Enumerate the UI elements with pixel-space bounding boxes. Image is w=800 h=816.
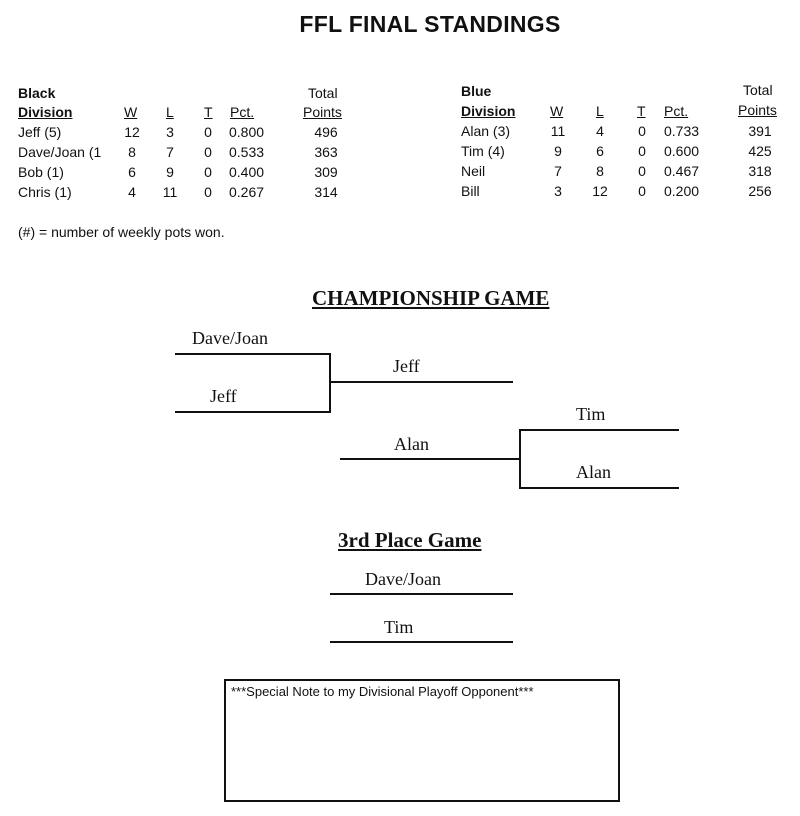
- semi2-winner-team: Alan: [394, 434, 429, 454]
- black-row-4-pct: 0.267: [229, 184, 265, 200]
- third-place-team-2: Tim: [384, 617, 414, 637]
- black-row-3-w: 6: [128, 164, 136, 180]
- blue-row-4-name: Bill: [461, 183, 480, 199]
- black-row-2-name: Dave/Joan (1: [18, 144, 102, 160]
- black-row-2-w: 8: [128, 144, 136, 160]
- third-place-line-2: [330, 641, 513, 643]
- black-division-label-line1: Black: [18, 85, 56, 101]
- blue-col-header-t: T: [637, 103, 646, 119]
- black-row-2-points: 363: [314, 144, 338, 160]
- third-place-team-1: Dave/Joan: [365, 569, 441, 589]
- blue-row-3-name: Neil: [461, 163, 486, 179]
- blue-row-4-t: 0: [638, 183, 646, 199]
- black-row-1-l: 3: [166, 124, 174, 140]
- black-row-3-points: 309: [314, 164, 338, 180]
- semi1-connector: [329, 353, 331, 413]
- black-row-4-name: Chris (1): [18, 184, 72, 200]
- third-place-line-1: [330, 593, 513, 595]
- weekly-pots-legend: (#) = number of weekly pots won.: [18, 224, 225, 240]
- blue-row-1-t: 0: [638, 123, 646, 139]
- championship-heading: CHAMPIONSHIP GAME: [312, 286, 550, 310]
- blue-row-4-w: 3: [554, 183, 562, 199]
- semi1-winner-line: [329, 381, 513, 383]
- blue-row-2-pct: 0.600: [664, 143, 700, 159]
- col-header-l: L: [166, 104, 174, 120]
- blue-row-3-pct: 0.467: [664, 163, 700, 179]
- blue-row-2-points: 425: [748, 143, 772, 159]
- black-row-1-w: 12: [124, 124, 140, 140]
- semi1-top-line: [175, 353, 331, 355]
- blue-row-1-points: 391: [748, 123, 772, 139]
- col-header-t: T: [204, 104, 213, 120]
- semi1-bottom-line: [175, 411, 331, 413]
- blue-division-label-line2: Division: [461, 103, 516, 119]
- black-row-1-name: Jeff (5): [18, 124, 62, 140]
- black-row-1-points: 496: [314, 124, 338, 140]
- blue-row-2-t: 0: [638, 143, 646, 159]
- semi2-top-line: [520, 429, 679, 431]
- blue-row-2-l: 6: [596, 143, 604, 159]
- blue-col-header-pct: Pct.: [664, 103, 689, 119]
- black-division-label-line2: Division: [18, 104, 73, 120]
- special-note-box: [224, 679, 620, 802]
- blue-row-3-points: 318: [748, 163, 772, 179]
- semi2-bottom-line: [520, 487, 679, 489]
- third-place-heading: 3rd Place Game: [338, 528, 482, 552]
- col-header-points: Points: [303, 104, 342, 120]
- black-row-4-w: 4: [128, 184, 136, 200]
- semi2-winner-line: [340, 458, 521, 460]
- col-header-pct: Pct.: [230, 104, 255, 120]
- black-row-3-pct: 0.400: [229, 164, 265, 180]
- black-row-1-pct: 0.800: [229, 124, 265, 140]
- blue-row-4-l: 12: [592, 183, 608, 199]
- col-header-total: Total: [308, 85, 338, 101]
- black-row-4-l: 11: [162, 184, 178, 200]
- black-row-2-t: 0: [204, 144, 212, 160]
- blue-row-2-name: Tim (4): [461, 143, 505, 159]
- black-row-4-points: 314: [314, 184, 338, 200]
- blue-row-4-points: 256: [748, 183, 772, 199]
- black-row-3-name: Bob (1): [18, 164, 64, 180]
- blue-row-2-w: 9: [554, 143, 562, 159]
- blue-col-header-total: Total: [743, 82, 773, 98]
- blue-row-1-pct: 0.733: [664, 123, 700, 139]
- blue-col-header-w: W: [550, 103, 564, 119]
- black-row-4-t: 0: [204, 184, 212, 200]
- blue-row-1-w: 11: [550, 123, 566, 139]
- col-header-w: W: [124, 104, 138, 120]
- blue-col-header-l: L: [596, 103, 604, 119]
- black-row-3-l: 9: [166, 164, 174, 180]
- semi2-top-team: Tim: [576, 404, 606, 424]
- page-title: FFL FINAL STANDINGS: [299, 11, 561, 37]
- semi1-bottom-team: Jeff: [210, 386, 237, 406]
- black-row-2-pct: 0.533: [229, 144, 265, 160]
- blue-row-1-l: 4: [596, 123, 604, 139]
- blue-row-3-w: 7: [554, 163, 562, 179]
- black-row-2-l: 7: [166, 144, 174, 160]
- blue-division-label-line1: Blue: [461, 83, 492, 99]
- semi1-top-team: Dave/Joan: [192, 328, 268, 348]
- blue-row-1-name: Alan (3): [461, 123, 511, 139]
- special-note-text: ***Special Note to my Divisional Playoff Opponent***: [231, 684, 534, 699]
- blue-col-header-points: Points: [738, 102, 777, 118]
- semi2-bottom-team: Alan: [576, 462, 611, 482]
- black-row-1-t: 0: [204, 124, 212, 140]
- semi1-winner-team: Jeff: [393, 356, 420, 376]
- blue-row-3-t: 0: [638, 163, 646, 179]
- blue-row-3-l: 8: [596, 163, 604, 179]
- black-row-3-t: 0: [204, 164, 212, 180]
- blue-row-4-pct: 0.200: [664, 183, 700, 199]
